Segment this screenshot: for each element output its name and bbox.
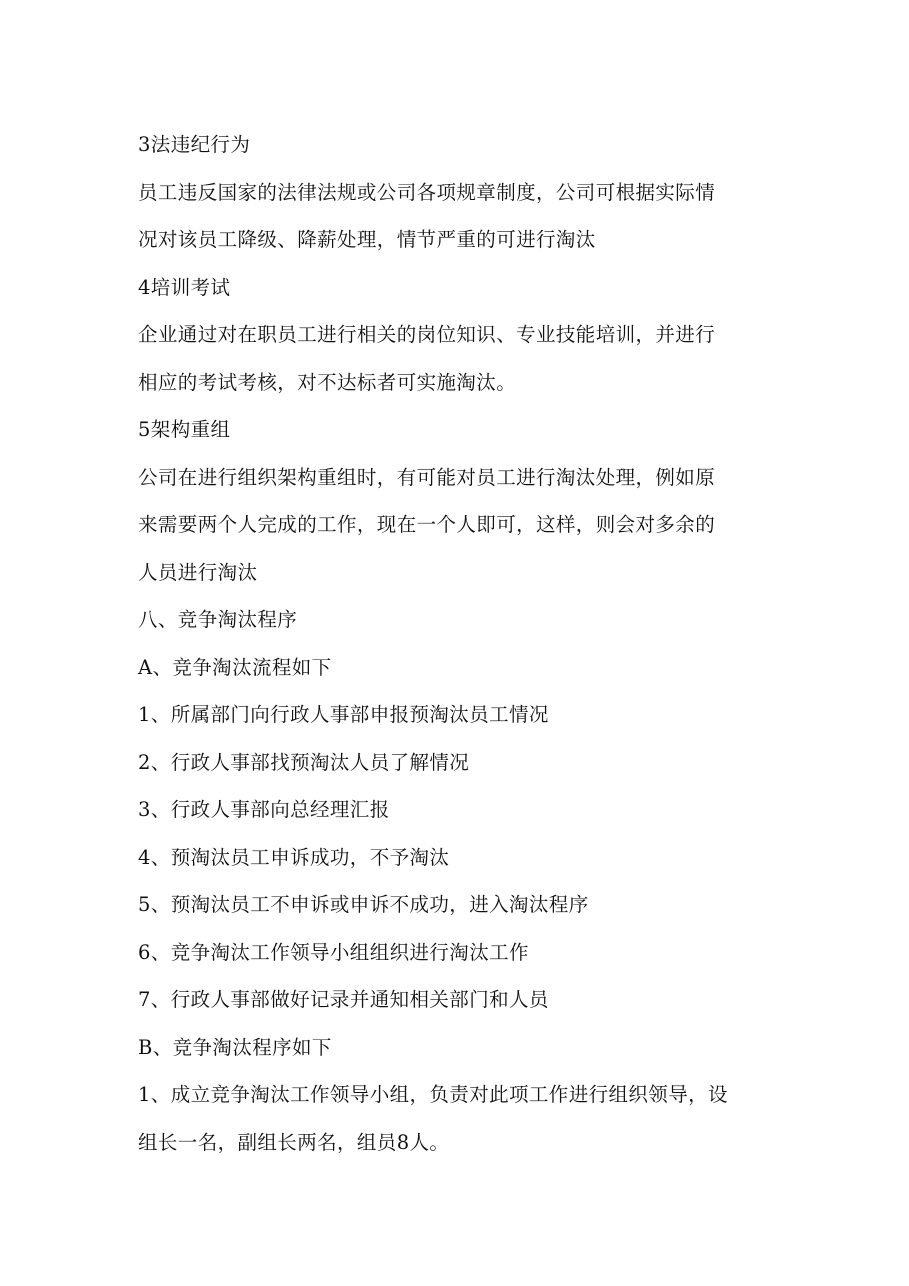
paragraph-line: 员工违反国家的法律法规或公司各项规章制度，公司可根据实际情 xyxy=(138,180,716,204)
section-heading: 5架构重组 xyxy=(138,418,231,441)
list-item: 4、预淘汰员工申诉成功，不予淘汰 xyxy=(138,845,450,869)
list-item: 7、行政人事部做好记录并通知相关部门和人员 xyxy=(138,988,549,1011)
document-body xyxy=(138,128,778,1173)
list-item: 3、行政人事部向总经理汇报 xyxy=(138,798,390,821)
list-item: 1、成立竞争淘汰工作领导小组，负责对此项工作进行组织领导，设 xyxy=(138,1083,728,1106)
section-heading: 4培训考试 xyxy=(138,275,231,299)
list-item: 1、所属部门向行政人事部申报预淘汰员工情况 xyxy=(138,703,549,726)
list-item: 2、行政人事部找预淘汰人员了解情况 xyxy=(138,750,470,774)
paragraph-line: 来需要两个人完成的工作，现在一个人即可，这样，则会对多余的 xyxy=(138,513,716,536)
subsection-heading: B、竞争淘汰程序如下 xyxy=(138,1035,332,1059)
paragraph-line: 企业通过对在职员工进行相关的岗位知识、专业技能培训，并进行 xyxy=(138,323,716,346)
list-item: 5、预淘汰员工不申诉或申诉不成功，进入淘汰程序 xyxy=(138,893,589,916)
section-heading: 3法违纪行为 xyxy=(138,133,251,156)
list-item: 6、竞争淘汰工作领导小组组织进行淘汰工作 xyxy=(138,940,529,964)
list-item-continuation: 组长一名，副组长两名，组员8人。 xyxy=(138,1130,450,1154)
chapter-heading: 八、竞争淘汰程序 xyxy=(138,608,298,631)
paragraph-line: 况对该员工降级、降薪处理，情节严重的可进行淘汰 xyxy=(138,228,596,251)
subsection-heading: A、竞争淘汰流程如下 xyxy=(138,655,332,679)
paragraph-line: 人员进行淘汰 xyxy=(138,560,258,584)
paragraph-line: 相应的考试考核，对不达标者可实施淘汰。 xyxy=(138,370,517,394)
paragraph-line: 公司在进行组织架构重组时，有可能对员工进行淘汰处理，例如原 xyxy=(138,465,716,489)
